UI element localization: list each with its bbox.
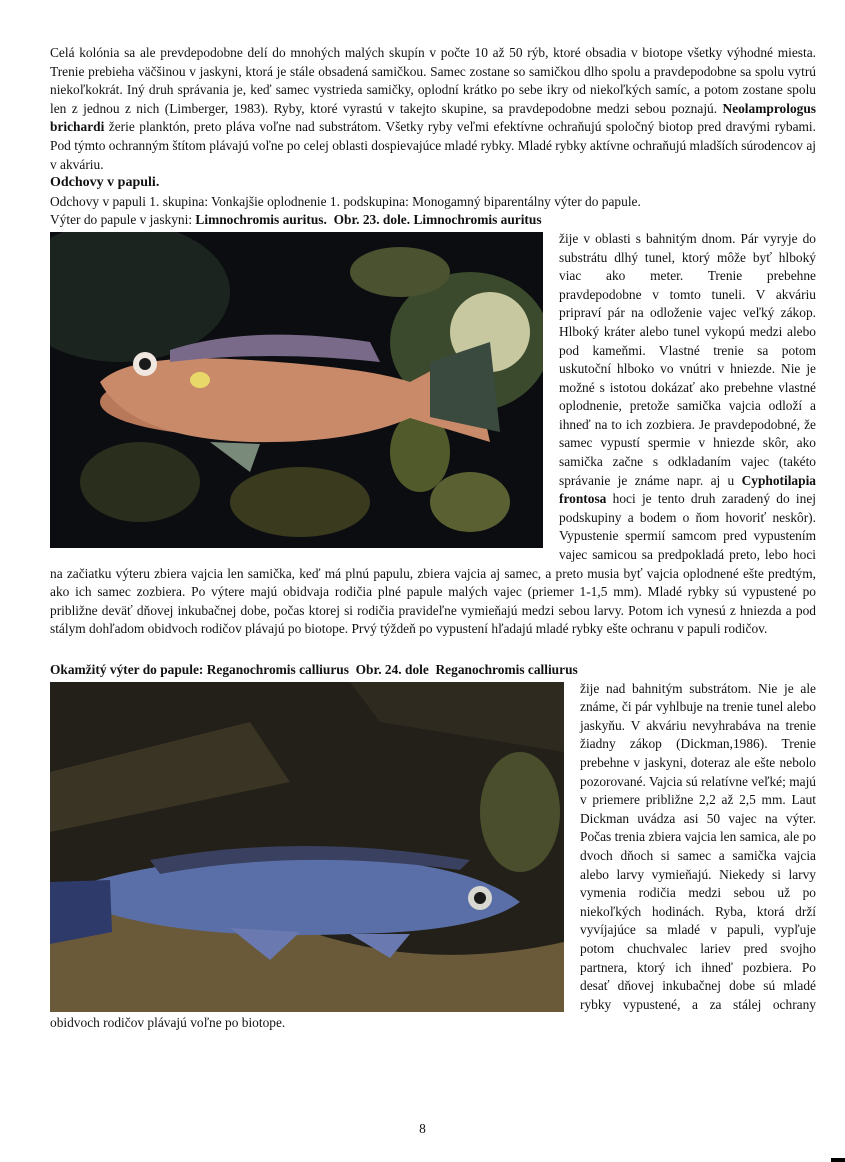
intro-paragraph: Celá kolónia sa ale prevdepodobne delí do mnohých malých skupín v počte 10 až 50 rýb, ktoré obsadia v biotope všetky výhodné miesta. Trenie prebieha väčšinou v jaskyni, ktorá je stále obsadená samičkou. Samec zostane so samičkou dlho spolu a pravdepodobne sa spolu vytrú niekoľkokrát. Iný druh správania je, keď samec vystrieda samičky, oplodní krátko po sebe ikry od niekoľkých samíc, a potom zostane spolu len z jednou z nich (Limberger, 1983). Ryby, ktoré vyrastú v takejto skupine, sa pravdepodobne medzi sebou poznajú. Neolamprologus brichardi žerie planktón, preto pláva voľne nad substrátom. Všetky ryby veľmi efektívne ochraňujú spoločný biotop pred dravými rybami. Pod týmto ochranným štítom plávajú voľne po celej oblasti dospievajúce mladé rybky. Mladé rybky aktívne ochraňujú mladších súrodencov aj v akváriu.: [50, 45, 816, 172]
corner-mark: [831, 1158, 845, 1162]
sec23-paragraph: žije v oblasti s bahnitým dnom. Pár vyryje do substrátu dlhý tunel, ktorý môže byť hlboký viac ako meter. Trenie prebehne pravdepodobne v tomto tuneli. V akváriu pripraví pár na odloženie vajec veľký zákop. Hlboký kráter alebo tunel vykopú medzi alebo pod kameňmi. Vlastné trenie sa potom uskutoční hlboko vo vnútri v hniezde. Nie je možné s istotou dokázať ako prebehne vlastné oplodnenie, pretože samička vajcia odloží a ihneď na to ich zozbiera. Je pravdepodobné, že samec vypustí spermie v hniezde skôr, ako samička začne s odkladaním vajec (takéto správanie je známe napr. aj u Cyphotilapia frontosa hoci je tento druh zaradený do inej podskupiny a bodem o ňom hovoriť neskôr). Vypustenie spermií samcom pred vypustením vajec samicou sa predpokladá preto, lebo hoci na začiatku výteru zbiera vajcia len samička, keď má plnú papulu, zbiera vajcia aj samec, a preto musia byť vajcia oplodnené ešte predtým, ako ich samec zozbiera. Po výtere majú obidvaja rodičia plné papule malých vajec (priemer 1-1,5 mm). Mladé rybky sú vypustené po približne deväť dňovej inkubačnej dobe, počas ktorej si rodičia pravideľne vymieňajú medzi sebou larvy. Potom ich vynesú z hniezda a pod stálym dohľadom obidvoch rodičov plávajú po biotope. Prvý týždeň po vypustení hľadajú mladé rybky ešte ochranu v papuli rodičov.: [50, 230, 816, 637]
photo-limnochromis-auritus: [50, 232, 543, 548]
group-line: Odchovy v papuli 1. skupina: Vonkajšie oplodnenie 1. podskupina: Monogamný biparentálny výter do papule.: [50, 193, 641, 209]
page-body: [50, 44, 816, 1033]
sec24-paragraph: žije nad bahnitým substrátom. Nie je ale známe, či pár vyhlbuje na trenie tunel alebo jaskyňu. V akváriu nevyhrabáva na trenie žiadny zákop (Dickman,1986). Trenie prebehne v jaskyni, doteraz ale ešte nebolo pozorované. Vajcia sú relatívne veľké; majú v priemere približne 2,2 až 2,5 mm. Laut Dickman uvádza asi 50 vajec na výter. Počas trenia zbiera vajcia len samica, ale po dvoch dňoch si samec a samička vajcia alebo larvy vymieňajú. Niekedy si larvy vymenia rodičia medzi sebou už po niekoľkých hodinách. Ryba, ktorá drží vyvíjajúce sa mladé v papuli, vypľuje potom chuchvalec lariev pred svojho partnera, ktorý ich ihneď pozbiera. Po desať dňovej inkubačnej dobe sú mladé rybky vypustené, a za stálej ochrany obidvoch rodičov plávajú voľne po biotope.: [50, 680, 816, 1031]
species-neolamprologus: Neolamprologus brichardi: [50, 100, 816, 135]
section-heading: Odchovy v papuli.: [50, 175, 160, 191]
species-cyphotilapia: Cyphotilapia frontosa: [559, 472, 816, 507]
fig23-ref: Obr. 23. dole.: [333, 212, 411, 228]
page-number: 8: [419, 1121, 426, 1136]
fig24-ref: Obr. 24. dole: [355, 662, 429, 677]
sec23-lead: Výter do papule v jaskyni: Limnochromis auritus. Obr. 23. dole. Limnochromis auritus: [50, 212, 542, 228]
photo-reganochromis-calliurus: [50, 682, 564, 1012]
sec24-lead: Okamžitý výter do papule: Reganochromis calliurus Obr. 24. dole Reganochromis calliurus: [50, 662, 578, 677]
